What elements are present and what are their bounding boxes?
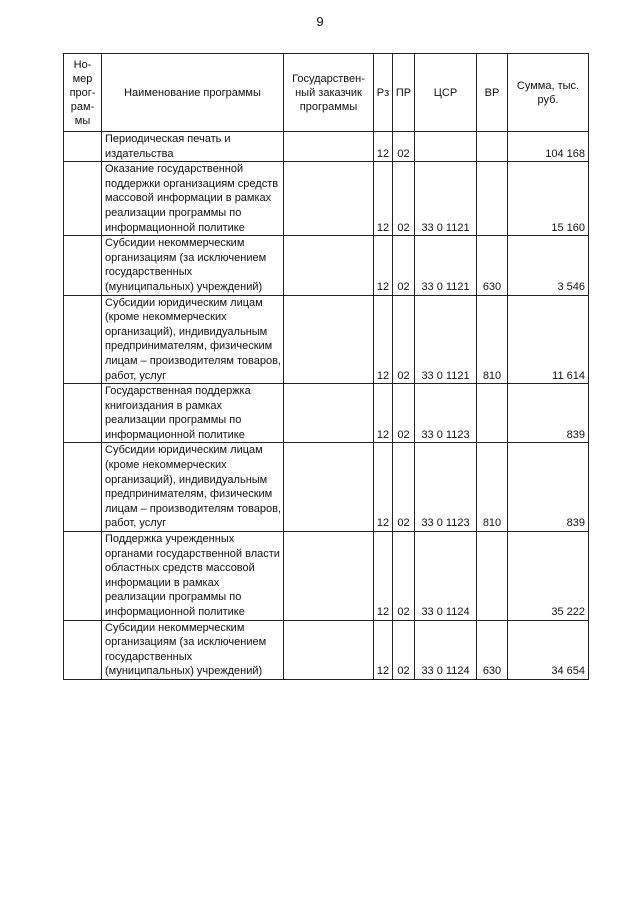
rz-cell: 12 [374, 236, 393, 295]
program-name-cell: Субсидии некоммерческим организациям (за исключением государственных (муниципальных) учреждений) [102, 620, 284, 679]
program-name-cell: Периодическая печать и издательства [102, 132, 284, 162]
customer-cell [284, 620, 374, 679]
pr-cell: 02 [393, 295, 415, 384]
header-row [64, 54, 589, 132]
pr-cell: 02 [393, 132, 415, 162]
pr-cell: 02 [393, 162, 415, 236]
header-vr: ВР [477, 54, 508, 132]
table-row [64, 384, 589, 443]
csr-cell: 33 0 1121 [415, 162, 477, 236]
program-number-cell [64, 532, 102, 621]
header-state-customer: Государствен-ный заказчик программы [284, 54, 374, 132]
header-program-number: Но-мер прог-рам-мы [64, 54, 102, 132]
customer-cell [284, 162, 374, 236]
rz-cell: 12 [374, 620, 393, 679]
rz-cell: 12 [374, 443, 393, 532]
vr-cell [477, 132, 508, 162]
sum-cell: 34 654 [508, 620, 589, 679]
header-sum: Сумма, тыс. руб. [508, 54, 589, 132]
rz-cell: 12 [374, 532, 393, 621]
program-number-cell [64, 384, 102, 443]
header-csr: ЦСР [415, 54, 477, 132]
csr-cell: 33 0 1124 [415, 620, 477, 679]
program-name-cell: Субсидии юридическим лицам (кроме некоммерческих организаций), индивидуальным предпринимателям, физическим лицам – производителям товаров, работ, услуг [102, 295, 284, 384]
header-pr: ПР [393, 54, 415, 132]
table-row [64, 532, 589, 621]
rz-cell: 12 [374, 162, 393, 236]
sum-cell: 839 [508, 384, 589, 443]
vr-cell [477, 162, 508, 236]
csr-cell [415, 132, 477, 162]
pr-cell: 02 [393, 532, 415, 621]
vr-cell: 810 [477, 443, 508, 532]
vr-cell [477, 532, 508, 621]
sum-cell: 35 222 [508, 532, 589, 621]
budget-table [63, 53, 589, 680]
pr-cell: 02 [393, 236, 415, 295]
sum-cell: 104 168 [508, 132, 589, 162]
program-number-cell [64, 236, 102, 295]
table-row [64, 132, 589, 162]
pr-cell: 02 [393, 384, 415, 443]
page-number: 9 [316, 14, 324, 29]
program-name-cell: Оказание государственной поддержки организациям средств массовой информации в рамках реализации программы по информационной политике [102, 162, 284, 236]
program-number-cell [64, 132, 102, 162]
customer-cell [284, 443, 374, 532]
sum-cell: 15 160 [508, 162, 589, 236]
vr-cell [477, 384, 508, 443]
program-number-cell [64, 162, 102, 236]
vr-cell: 810 [477, 295, 508, 384]
sum-cell: 3 546 [508, 236, 589, 295]
table-row [64, 162, 589, 236]
pr-cell: 02 [393, 443, 415, 532]
customer-cell [284, 384, 374, 443]
customer-cell [284, 132, 374, 162]
sum-cell: 11 614 [508, 295, 589, 384]
csr-cell: 33 0 1121 [415, 295, 477, 384]
customer-cell [284, 236, 374, 295]
rz-cell: 12 [374, 295, 393, 384]
table-row [64, 236, 589, 295]
sum-cell: 839 [508, 443, 589, 532]
csr-cell: 33 0 1121 [415, 236, 477, 295]
rz-cell: 12 [374, 384, 393, 443]
pr-cell: 02 [393, 620, 415, 679]
csr-cell: 33 0 1123 [415, 443, 477, 532]
customer-cell [284, 532, 374, 621]
table-row [64, 443, 589, 532]
program-number-cell [64, 443, 102, 532]
program-name-cell: Государственная поддержка книгоиздания в рамках реализации программы по информационной политике [102, 384, 284, 443]
program-number-cell [64, 295, 102, 384]
rz-cell: 12 [374, 132, 393, 162]
program-name-cell: Субсидии некоммерческим организациям (за исключением государственных (муниципальных) учреждений) [102, 236, 284, 295]
csr-cell: 33 0 1124 [415, 532, 477, 621]
header-program-name: Наименование программы [102, 54, 284, 132]
program-name-cell: Поддержка учрежденных органами государственной власти областных средств массовой информации в рамках реализации программы по информационной политике [102, 532, 284, 621]
csr-cell: 33 0 1123 [415, 384, 477, 443]
vr-cell: 630 [477, 236, 508, 295]
table-row [64, 620, 589, 679]
header-rz: Рз [374, 54, 393, 132]
table-row [64, 295, 589, 384]
program-number-cell [64, 620, 102, 679]
customer-cell [284, 295, 374, 384]
program-name-cell: Субсидии юридическим лицам (кроме некоммерческих организаций), индивидуальным предпринимателям, физическим лицам – производителям товаров, работ, услуг [102, 443, 284, 532]
vr-cell: 630 [477, 620, 508, 679]
